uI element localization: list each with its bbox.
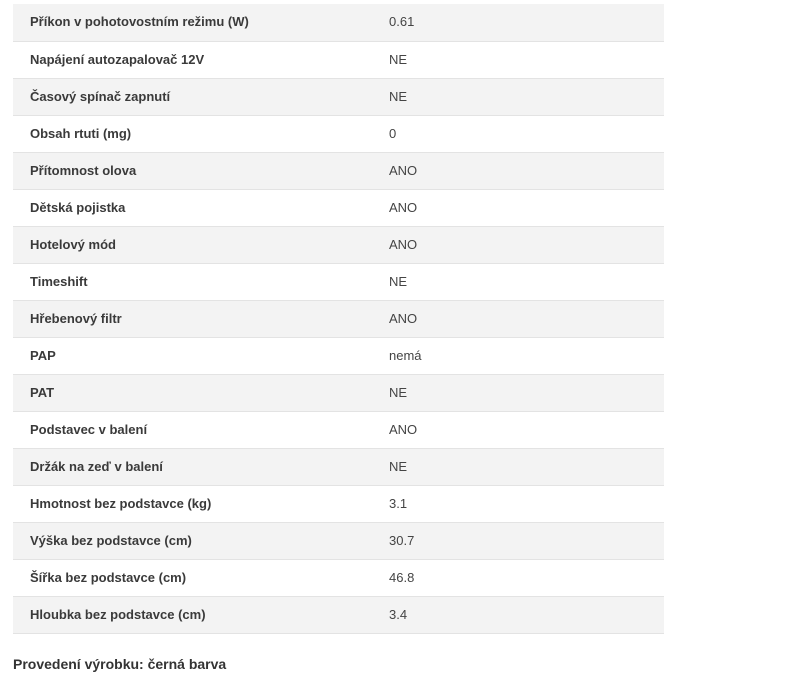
spec-label: Výška bez podstavce (cm) [30,532,192,548]
spec-label: Hotelový mód [30,236,116,252]
spec-value: 0 [389,125,397,141]
spec-label: Přítomnost olova [30,162,137,178]
spec-value: ANO [389,199,418,215]
table-row [13,4,664,41]
variant-label: Provedení výrobku: [13,656,144,672]
spec-value: 30.7 [389,532,415,548]
variant-value: černá barva [147,656,227,672]
spec-value: ANO [389,162,418,178]
spec-label: Timeshift [30,273,88,289]
spec-label: Příkon v pohotovostním režimu (W) [30,14,249,30]
spec-label: Časový spínač zapnutí [30,88,171,104]
table-row [13,78,664,115]
table-row [13,189,664,226]
spec-value: 0.61 [389,14,415,30]
spec-value: NE [389,384,408,400]
specification-table [13,4,664,634]
spec-label: Dětská pojistka [30,199,126,215]
spec-value: ANO [389,310,418,326]
table-row [13,559,664,596]
spec-value: NE [389,51,408,67]
table-row [13,226,664,263]
table-row [13,263,664,300]
spec-value: NE [389,88,408,104]
spec-label: Podstavec v balení [30,421,148,437]
table-row [13,41,664,78]
spec-value: nemá [389,347,422,363]
table-row [13,337,664,374]
table-row [13,115,664,152]
spec-label: PAT [30,384,55,400]
product-variant [13,656,226,672]
spec-value: 3.4 [389,606,408,622]
table-row [13,596,664,633]
spec-value: NE [389,458,408,474]
table-row [13,152,664,189]
spec-label: Hřebenový filtr [30,310,122,326]
spec-label: Napájení autozapalovač 12V [30,51,205,67]
table-row [13,522,664,559]
spec-label: Držák na zeď v balení [30,458,163,474]
spec-label: PAP [30,347,56,363]
spec-label: Obsah rtuti (mg) [30,125,132,141]
table-row [13,374,664,411]
spec-value: NE [389,273,408,289]
table-row [13,485,664,522]
table-row [13,411,664,448]
spec-label: Hloubka bez podstavce (cm) [30,606,206,622]
table-row [13,300,664,337]
spec-value: 46.8 [389,569,415,585]
spec-value: ANO [389,236,418,252]
spec-label: Šířka bez podstavce (cm) [30,569,187,585]
table-row [13,448,664,485]
spec-value: 3.1 [389,495,408,511]
spec-value: ANO [389,421,418,437]
spec-label: Hmotnost bez podstavce (kg) [30,495,212,511]
